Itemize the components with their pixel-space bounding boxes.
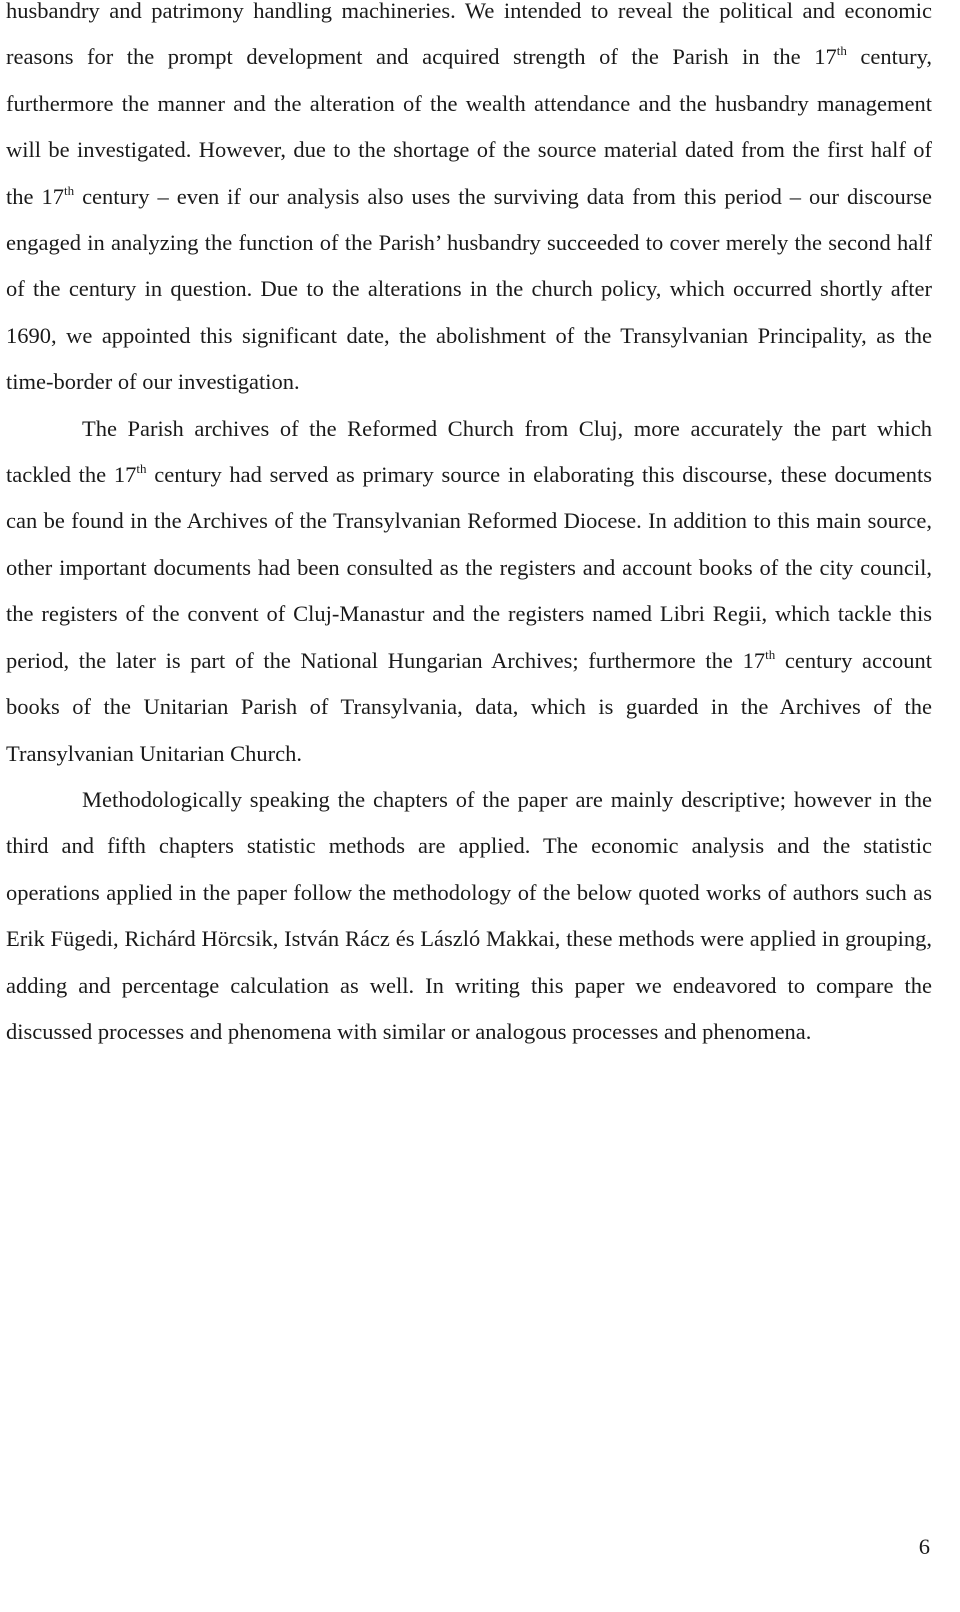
ordinal-superscript: th [63,182,75,198]
paragraph-text: husbandry and patrimony handling machineries. We intended to reveal the political and economic reasons for the prompt development and acquired strength of the Parish in the 17 [6,0,932,70]
paragraph-text: century had served as primary source in elaborating this discourse, these documents can be found in the Archives of the Transylvanian Reformed Diocese. In addition to this main source, other important documents had been consulted as the registers and account books of the city council, the registers of the convent of Cluj-Manastur and the registers named Libri Regii, which tackle this period, the later is part of the National Hungarian Archives; furthermore the 17 [6,462,932,673]
ordinal-superscript: th [765,646,776,662]
paragraph-1 [6,0,932,406]
paragraph-text: century – even if our analysis also uses the surviving data from this period – our discourse engaged in analyzing the function of the Parish’ husbandry succeeded to cover merely the second half of the century in question. Due to the alterations in the church policy, which occurred shortly after 1690, we appointed this significant date, the abolishment of the Transylvanian Principality, as the time-border of our investigation. [6,183,932,395]
paragraph-text: century, furthermore the manner and the alteration of the wealth attendance and the husbandry management will be investigated. However, due to the shortage of the source material dated from the first half of the 17 [6,44,932,209]
paragraph-text: Methodologically speaking the chapters of the paper are mainly descriptive; however in the third and fifth chapters statistic methods are applied. The economic analysis and the statistic operations applied in the paper follow the methodology of the below quoted works of authors such as Erik Fügedi, Richárd Hörcsik, István Rácz és László Makkai, these methods were applied in grouping, adding and percentage calculation as well. In writing this paper we endeavored to compare the discussed processes and phenomena with similar or analogous processes and phenomena. [6,786,932,1044]
paragraph-3 [6,777,932,1055]
document-page [6,0,932,1055]
page-number: 6 [918,1534,930,1559]
paragraph-2 [6,406,932,777]
paragraph-text: The Parish archives of the Reformed Church from Cluj, more accurately the part which tackled the 17 [6,415,932,488]
ordinal-superscript: th [836,43,847,59]
paragraph-text: century account books of the Unitarian Parish of Transylvania, data, which is guarded in the Archives of the Transylvanian Unitarian Church. [6,647,932,766]
ordinal-superscript: th [136,461,147,477]
